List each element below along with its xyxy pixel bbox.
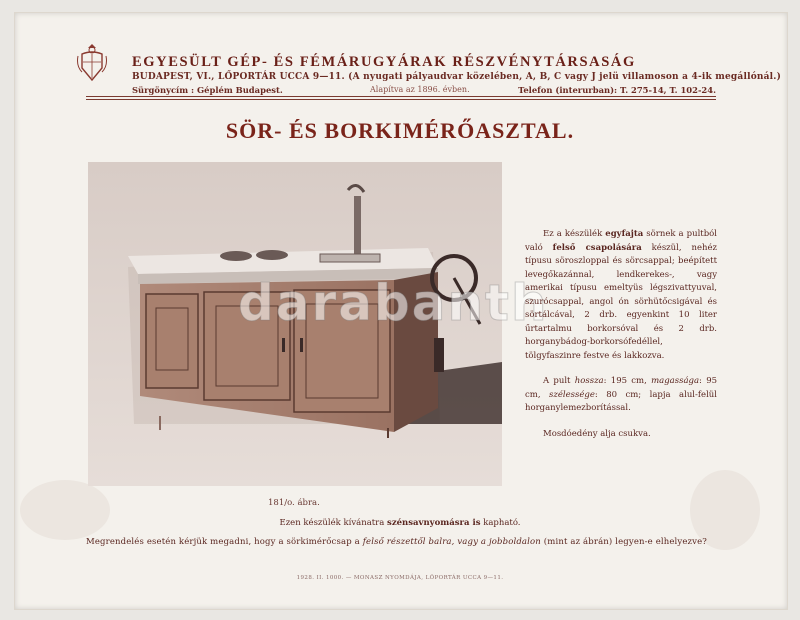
desc-text: Ez a készülék <box>543 229 606 239</box>
phone-numbers: Telefon (interurban): T. 275-14, T. 102-24. <box>518 85 716 95</box>
order-text: (mint az ábrán) legyen-e elhelyezve? <box>540 537 708 547</box>
watermark-darabanth: darabanth <box>238 274 549 332</box>
order-text: Megrendelés esetén kérjük megadni, hogy a sörkimérőcsap a <box>86 537 363 547</box>
desc-text: : 195 cm, <box>603 376 652 386</box>
company-name: EGYESÜLT GÉP- ÉS FÉMÁRUGYÁRAK RÉSZVÉNYTÁRSASÁG <box>132 54 636 70</box>
desc-italic: szélessége <box>549 389 595 400</box>
desc-text: : 95 cm, <box>525 376 718 400</box>
header-rule-thin <box>86 99 716 100</box>
avail-text: kapható. <box>480 518 521 528</box>
company-address: BUDAPEST, VI., LŐPORTÁR UCCA 9—11. (A nyugati pályaudvar közelében, A, B, C vagy J jelü villamoson a 4-ik megállónál.) <box>132 72 782 82</box>
description-paragraph-1 <box>525 228 717 363</box>
order-note <box>86 537 707 547</box>
order-italic: felső részettől balra, vagy a jobboldalon <box>362 537 541 547</box>
page-title: SÖR- ÉS BORKIMÉRŐASZTAL. <box>225 118 575 143</box>
desc-bold: egyfajta <box>605 229 644 239</box>
telegram-address: Sürgönycím : Géplém Budapest. <box>132 85 283 95</box>
product-description <box>525 228 717 453</box>
paper-stain <box>20 480 110 540</box>
desc-italic: magassága <box>651 376 700 386</box>
print-footer: 1928. II. 1000. — MONASZ NYOMDÁJA, LŐPORTÁR UCCA 9—11. <box>296 575 504 581</box>
desc-text: A pult <box>543 376 575 386</box>
availability-note <box>0 518 800 528</box>
figure-caption: 181/o. ábra. <box>268 498 320 508</box>
avail-bold: szénsavnyomásra is <box>387 518 481 528</box>
header-rule <box>86 96 716 97</box>
desc-italic: hossza <box>574 376 604 386</box>
description-paragraph-2 <box>525 375 717 416</box>
coat-of-arms-icon <box>76 42 108 82</box>
desc-text: sörnek a pultból való <box>525 229 717 253</box>
desc-text: : 80 cm; lapja alul-felül horganylemezborítással. <box>525 389 717 413</box>
founded-note: Alapítva az 1896. évben. <box>370 85 470 94</box>
description-paragraph-3: Mosdóedény alja csukva. <box>543 428 651 439</box>
desc-bold: felső csapolására <box>552 242 642 253</box>
avail-text: Ezen készülék kívánatra <box>279 518 388 528</box>
desc-text: készül, nehéz típusu söroszloppal és sörcsappal; beépített levegőkazánnal, lendkerekes-, vagy amerikai típusu emeltyüs légszivattyuval, szurócsappal, angol ón sörhütőcsigával és sörtálcával, 2 drb. egyenkint 10 liter űrtartalmu borkorsóval és 2 drb. horganybádog-borkorsófedéllel, tölgyfaszinre festve és lakkozva. <box>525 242 717 361</box>
